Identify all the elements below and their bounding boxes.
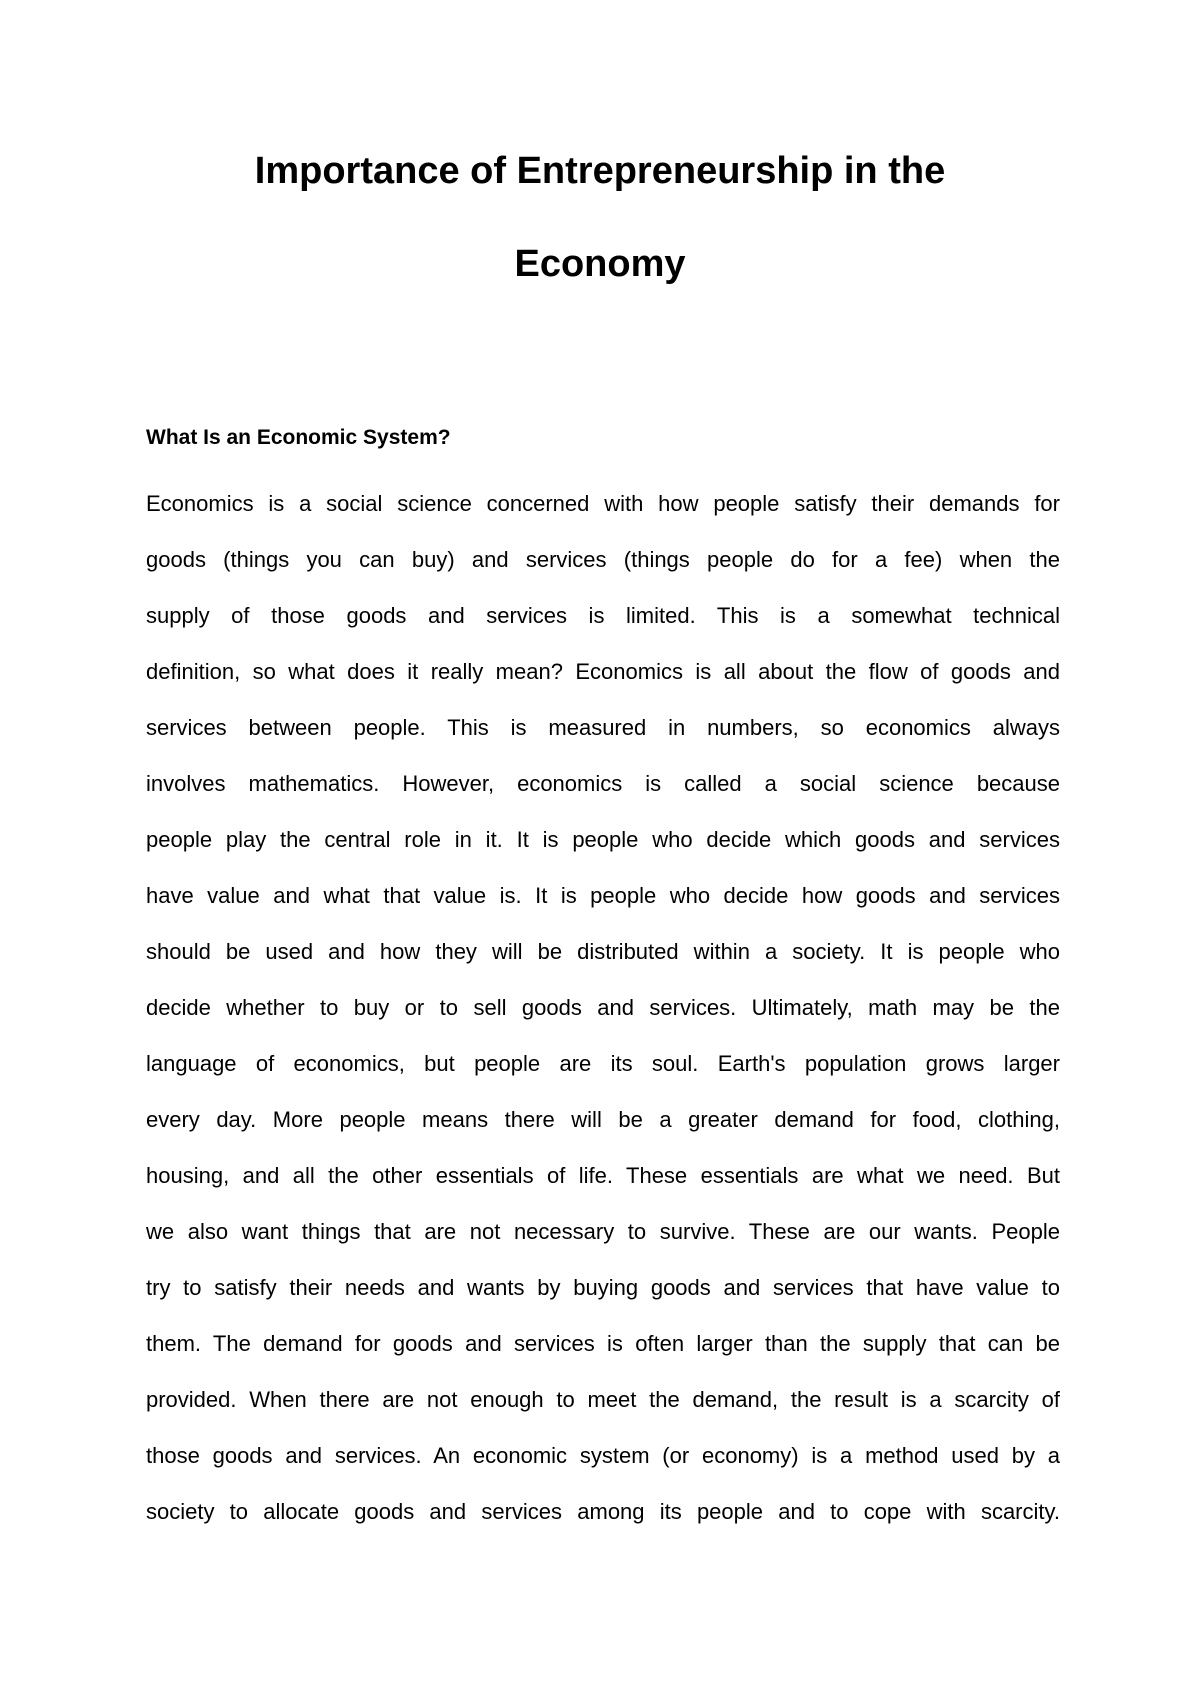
- paragraph-line: services between people. This is measured in numbers, so economics always: [146, 715, 1060, 740]
- paragraph-line: we also want things that are not necessary to survive. These are our wants. People: [146, 1219, 1060, 1244]
- paragraph-line: try to satisfy their needs and wants by buying goods and services that have value to: [146, 1275, 1060, 1300]
- paragraph-line: involves mathematics. However, economics is called a social science because: [146, 771, 1060, 796]
- paragraph-line: them. The demand for goods and services is often larger than the supply that can be: [146, 1331, 1060, 1356]
- document-title-line-1: Importance of Entrepreneurship in the: [254, 150, 946, 192]
- document-title-line-2: Economy: [514, 243, 686, 285]
- paragraph-line: language of economics, but people are its soul. Earth's population grows larger: [146, 1051, 1060, 1076]
- paragraph-line: goods (things you can buy) and services (things people do for a fee) when the: [146, 547, 1060, 572]
- paragraph-line: have value and what that value is. It is people who decide how goods and services: [146, 883, 1060, 908]
- paragraph-line: should be used and how they will be distributed within a society. It is people who: [146, 939, 1060, 964]
- paragraph-line: decide whether to buy or to sell goods and services. Ultimately, math may be the: [146, 995, 1060, 1020]
- paragraph-line: society to allocate goods and services among its people and to cope with scarcity.: [146, 1499, 1060, 1524]
- paragraph-line: housing, and all the other essentials of life. These essentials are what we need. But: [146, 1163, 1060, 1188]
- body-paragraph: [146, 490, 1060, 1554]
- paragraph-line: those goods and services. An economic system (or economy) is a method used by a: [146, 1443, 1060, 1468]
- paragraph-line: definition, so what does it really mean? Economics is all about the flow of goods and: [146, 659, 1060, 684]
- section-heading: What Is an Economic System?: [146, 426, 451, 449]
- paragraph-line: supply of those goods and services is limited. This is a somewhat technical: [146, 603, 1060, 628]
- paragraph-line: every day. More people means there will be a greater demand for food, clothing,: [146, 1107, 1060, 1132]
- paragraph-line: provided. When there are not enough to meet the demand, the result is a scarcity of: [146, 1387, 1060, 1412]
- paragraph-line: Economics is a social science concerned with how people satisfy their demands for: [146, 491, 1060, 516]
- paragraph-line: people play the central role in it. It is people who decide which goods and services: [146, 827, 1060, 852]
